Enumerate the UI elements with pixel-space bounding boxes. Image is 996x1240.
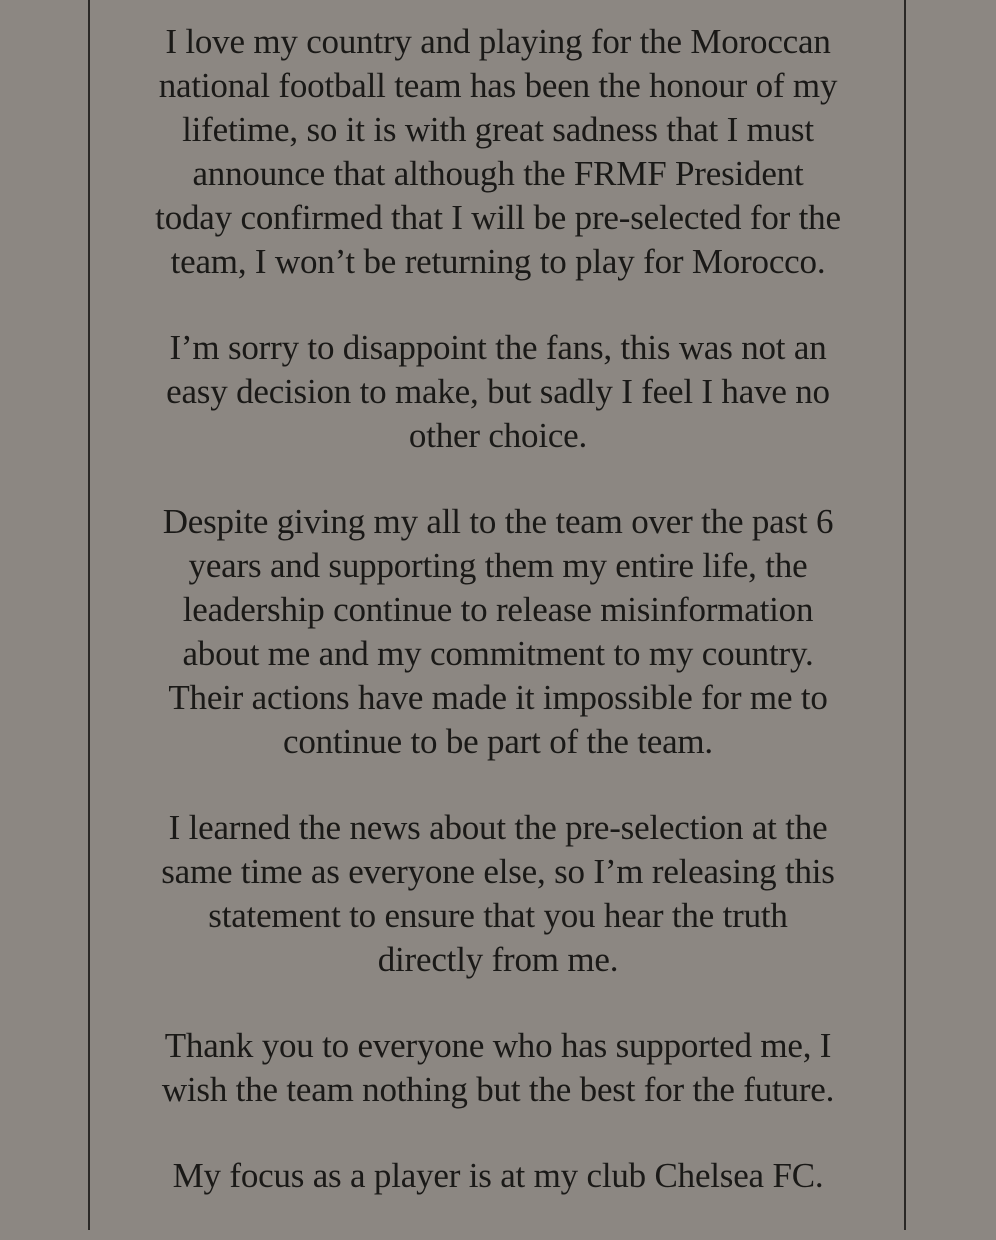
text-line: Their actions have made it impossible for me to (168, 678, 828, 717)
text-line: easy decision to make, but sadly I feel I have no (166, 372, 830, 411)
text-line: I love my country and playing for the Moroccan (165, 22, 831, 61)
text-line: I learned the news about the pre-selection at the (168, 808, 828, 847)
text-line: today confirmed that I will be pre-selected for the (155, 198, 841, 237)
text-line: I’m sorry to disappoint the fans, this was not an (169, 328, 827, 367)
text-line: national football team has been the honour of my (158, 66, 838, 105)
text-line: announce that although the FRMF President (192, 154, 804, 193)
paragraph-apology (100, 326, 896, 458)
paragraph-intro (100, 20, 896, 284)
text-line: wish the team nothing but the best for the future. (161, 1070, 835, 1109)
text-line: Thank you to everyone who has supported me, I (164, 1026, 832, 1065)
text-line: My focus as a player is at my club Chelsea FC. (172, 1156, 824, 1195)
text-line: leadership continue to release misinformation (182, 590, 814, 629)
text-line: about me and my commitment to my country. (182, 634, 814, 673)
statement-text (100, 20, 896, 1240)
text-line: years and supporting them my entire life, the (188, 546, 808, 585)
paragraph-thanks (100, 1024, 896, 1112)
text-line: other choice. (408, 416, 588, 455)
paragraph-news (100, 806, 896, 982)
text-line: Despite giving my all to the team over the past 6 (162, 502, 834, 541)
text-line: directly from me. (377, 940, 619, 979)
paragraph-reasons (100, 500, 896, 764)
text-line: statement to ensure that you hear the truth (208, 896, 788, 935)
paragraph-focus (100, 1154, 896, 1198)
text-line: lifetime, so it is with great sadness that I must (182, 110, 814, 149)
text-line: team, I won’t be returning to play for Morocco. (170, 242, 826, 281)
text-line: same time as everyone else, so I’m releasing this (161, 852, 835, 891)
text-line: continue to be part of the team. (283, 722, 713, 761)
